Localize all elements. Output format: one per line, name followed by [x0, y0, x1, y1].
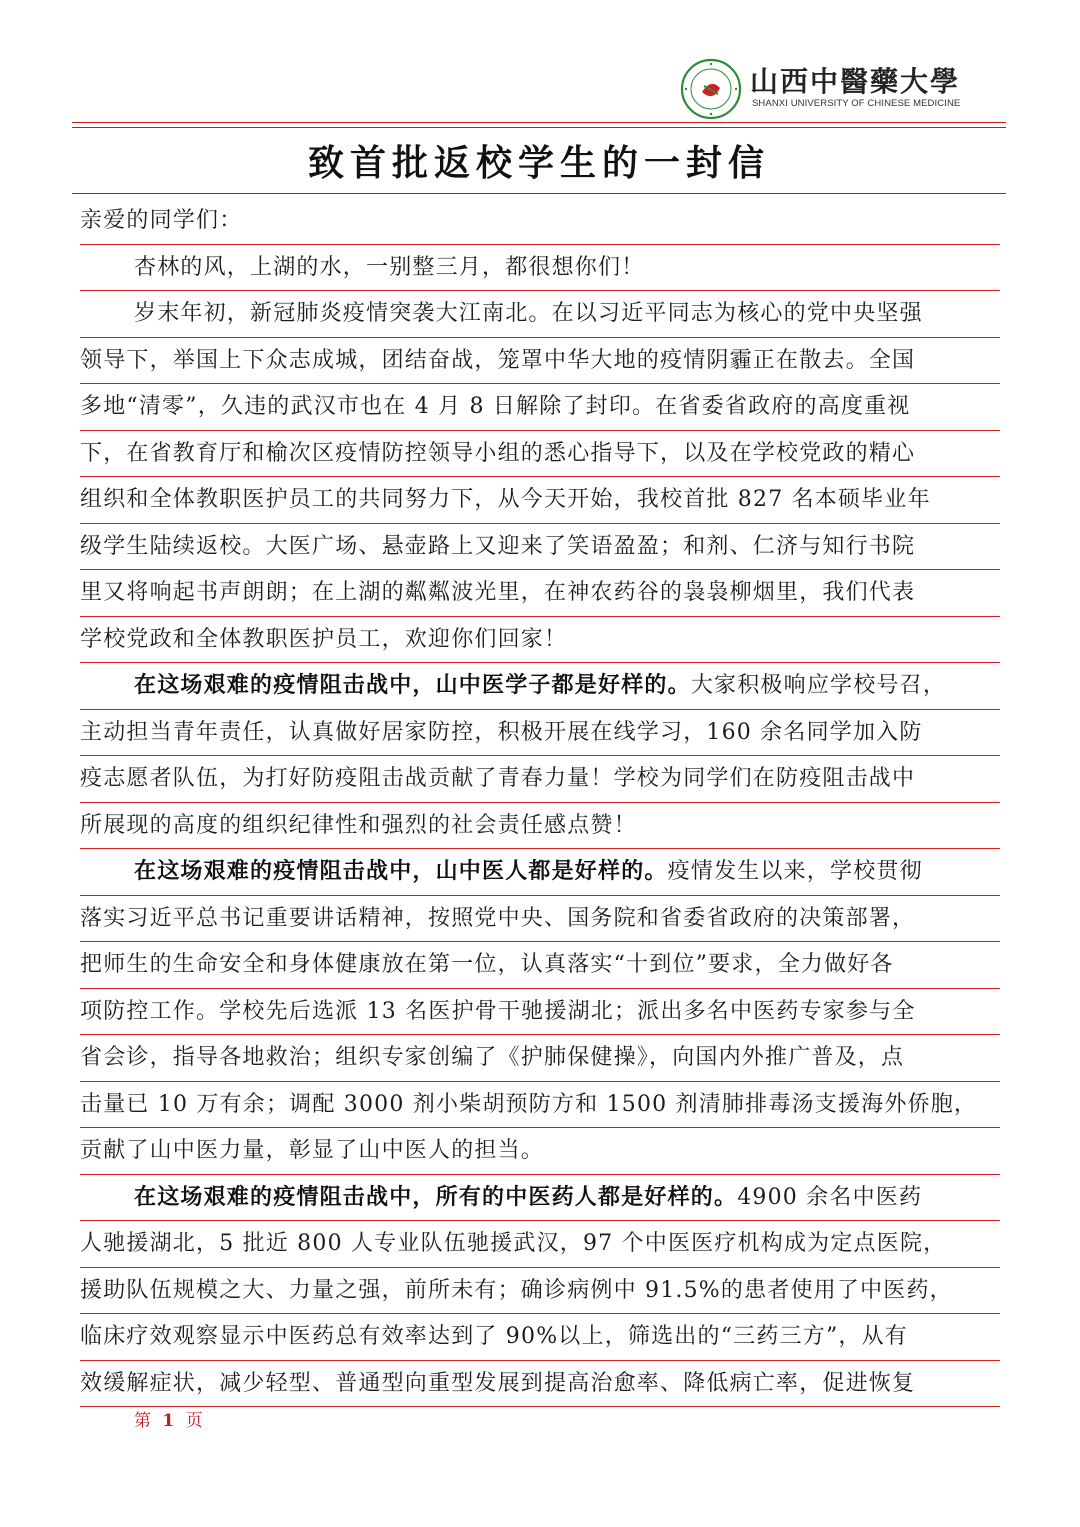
line-text: 组织和全体教职医护员工的共同努力下，从今天开始，我校首批 827 名本硕毕业年: [80, 487, 931, 512]
text-line: [80, 198, 1000, 245]
text-line: [80, 1175, 1000, 1222]
line-text: 大家积极响应学校号召，: [690, 673, 947, 698]
line-text: 下，在省教育厅和榆次区疫情防控领导小组的悉心指导下，以及在学校党政的精心: [80, 440, 916, 466]
page-number: 1: [162, 1411, 175, 1431]
line-text: 贡献了山中医力量，彰显了山中医人的担当。: [80, 1138, 545, 1163]
line-text: 落实习近平总书记重要讲话精神，按照党中央、国务院和省委省政府的决策部署，: [80, 905, 916, 931]
page-footer: [134, 1406, 203, 1431]
text-line: [80, 663, 1000, 710]
line-text: 击量已 10 万有余；调配 3000 剂小柴胡预防方和 1500 剂清肺排毒汤支援海外侨胞，: [80, 1091, 978, 1117]
text-line: [80, 570, 1000, 617]
line-text: 省会诊，指导各地救治；组织专家创编了《护肺保健操》，向国内外推广普及，点: [80, 1045, 905, 1070]
line-text: 岁末年初，新冠肺炎疫情突袭大江南北。在以习近平同志为核心的党中央坚强: [134, 301, 923, 326]
title-rule: [72, 193, 1006, 194]
line-text: 把师生的生命安全和身体健康放在第一位，认真落实“十到位”要求，全力做好各: [80, 952, 894, 977]
university-name-en: SHANXI UNIVERSITY OF CHINESE MEDICINE: [752, 98, 961, 109]
line-text: 所展现的高度的组织纪律性和强烈的社会责任感点赞！: [80, 812, 637, 838]
line-text: 4900 余名中医药: [737, 1184, 923, 1210]
text-line: [80, 989, 1000, 1036]
line-text: 临床疗效观察显示中医药总有效率达到了 90%以上，筛选出的“三药三方”，从有: [80, 1324, 908, 1349]
bold-lead-sentence: 在这场艰难的疫情阻击战中，山中医人都是好样的。: [134, 858, 668, 884]
text-line: [80, 1128, 1000, 1175]
line-text: 项防控工作。学校先后选派 13 名医护骨干驰援湖北；派出多名中医药专家参与全: [80, 998, 916, 1024]
line-text: 疫志愿者队伍，为打好防疫阻击战贡献了青春力量！学校为同学们在防疫阻击战中: [80, 766, 916, 791]
line-text: 里又将响起书声朗朗；在上湖的粼粼波光里，在神农药谷的袅袅柳烟里，我们代表: [80, 580, 916, 605]
line-text: 援助队伍规模之大、力量之强，前所未有；确诊病例中 91.5%的患者使用了中医药，: [80, 1277, 953, 1303]
line-text: 亲爱的同学们：: [80, 208, 243, 233]
text-line: [80, 756, 1000, 803]
line-text: 人驰援湖北，5 批近 800 人专业队伍驰援武汉，97 个中医医疗机构成为定点医院，: [80, 1231, 947, 1256]
text-line: [80, 896, 1000, 943]
text-line: [80, 431, 1000, 478]
line-text: 多地“清零”，久违的武汉市也在 4 月 8 日解除了封印。在省委省政府的高度重视: [80, 394, 911, 419]
line-text: 效缓解症状，减少轻型、普通型向重型发展到提高治愈率、降低病亡率，促进恢复: [80, 1370, 916, 1396]
text-line: [80, 524, 1000, 571]
text-line: [80, 245, 1000, 292]
university-seal-icon: [680, 58, 742, 120]
letter-title: 致首批返校学生的一封信: [307, 142, 770, 184]
text-line: [80, 1035, 1000, 1082]
text-line: [80, 1082, 1000, 1129]
text-line: [80, 803, 1000, 850]
text-line: [80, 1221, 1000, 1268]
header-rule: [72, 122, 1006, 123]
text-line: [80, 849, 1000, 896]
line-text: 杏林的风，上湖的水，一别整三月，都很想你们！: [134, 254, 645, 280]
line-text: 级学生陆续返校。大医广场、悬壶路上又迎来了笑语盈盈；和剂、仁济与知行书院: [80, 533, 916, 559]
text-line: [80, 1314, 1000, 1361]
line-text: 领导下，举国上下众志成城，团结奋战，笼罩中华大地的疫情阴霾正在散去。全国: [80, 347, 916, 373]
footer-prefix: 第: [134, 1411, 151, 1431]
text-line: [80, 617, 1000, 664]
line-text: 疫情发生以来，学校贯彻: [667, 859, 923, 884]
text-line: [80, 477, 1000, 524]
university-logo: [680, 58, 980, 120]
text-line: [80, 1268, 1000, 1315]
text-line: [80, 338, 1000, 385]
footer-suffix: 页: [185, 1411, 203, 1431]
text-line: [80, 942, 1000, 989]
text-line: [80, 384, 1000, 431]
university-name: 山西中醫藥大學: [750, 65, 961, 98]
bold-lead-sentence: 在这场艰难的疫情阻击战中，所有的中医药人都是好样的。: [134, 1183, 738, 1210]
letter-body: [80, 198, 1000, 1407]
line-text: 主动担当青年责任，认真做好居家防控，积极开展在线学习，160 余名同学加入防: [80, 719, 923, 745]
text-line: [80, 291, 1000, 338]
text-line: [80, 1361, 1000, 1408]
line-text: 学校党政和全体教职医护员工，欢迎你们回家！: [80, 626, 568, 652]
text-line: [80, 710, 1000, 757]
header-rule-thin: [72, 127, 1006, 128]
bold-lead-sentence: 在这场艰难的疫情阻击战中，山中医学子都是好样的。: [134, 672, 691, 698]
